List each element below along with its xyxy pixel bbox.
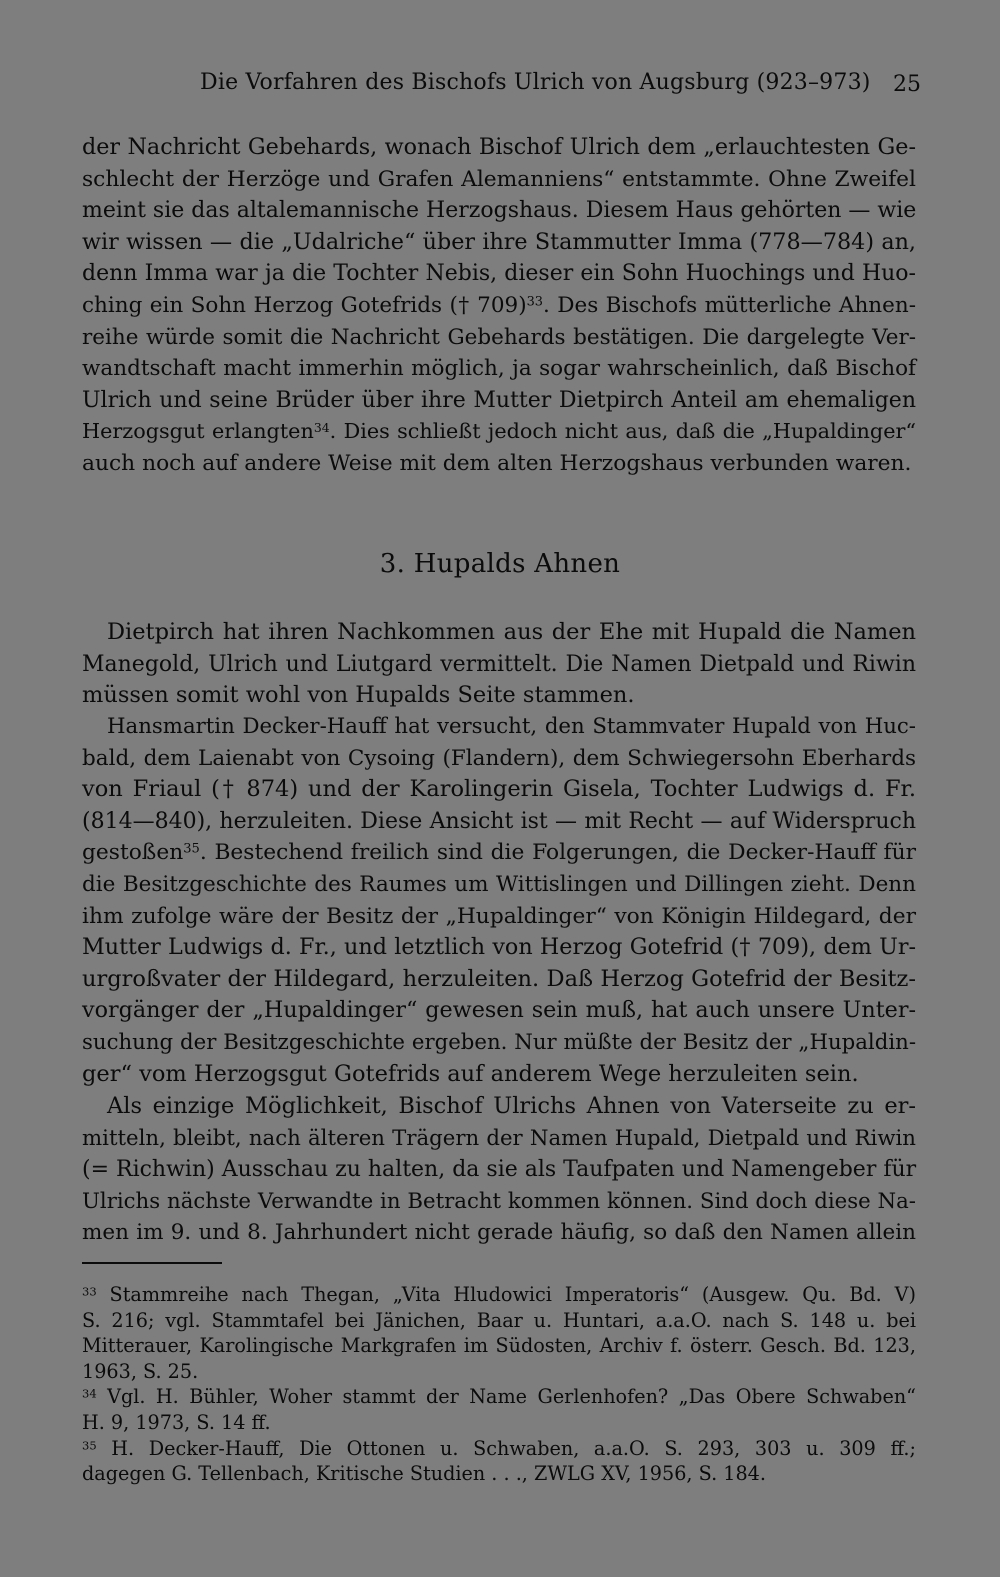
text-line: Als einzige Möglichkeit, Bischof Ulrichs Ahnen von Vaterseite zu er-: [107, 1093, 916, 1119]
footnote-33: [82, 1282, 916, 1308]
text-segment: . Bestechend freilich sind die Folgerungen, die Decker-Hauff für: [199, 840, 916, 866]
paragraph: [82, 617, 916, 712]
text-line: mitteln, bleibt, nach älteren Trägern der Namen Hupald, Dietpald und Riwin: [82, 1125, 916, 1151]
text-line: wandtschaft macht immerhin möglich, ja sogar wahrscheinlich, daß Bischof: [82, 356, 916, 382]
text-line: [82, 290, 916, 322]
text-line: Ulrichs nächste Verwandte in Betracht kommen können. Sind doch diese Na-: [82, 1188, 916, 1214]
footnote-divider: [82, 1262, 222, 1264]
footnote-35: [82, 1436, 916, 1462]
text-line: wir wissen — die „Udalriche“ über ihre Stammutter Imma (778—784) an,: [82, 228, 916, 255]
text-line: [82, 837, 916, 869]
text-line: ger“ vom Herzogsgut Gotefrids auf anderem Wege herzuleiten sein.: [82, 1060, 859, 1087]
section-heading: 3. Hupalds Ahnen: [379, 549, 621, 579]
paragraph: [82, 711, 916, 1090]
footnotes: [82, 1282, 916, 1487]
text-segment: gestoßen: [82, 840, 184, 866]
footnote-text: Vgl. H. Bühler, Woher stammt der Name Gerlenhofen? „Das Obere Schwaben“: [107, 1385, 916, 1409]
footnote-number: 33: [82, 1284, 97, 1299]
text-line: Manegold, Ulrich und Liutgard vermittelt. Die Namen Dietpald und Riwin: [82, 651, 916, 677]
text-line: der Nachricht Gebehards, wonach Bischof Ulrich dem „erlauchtesten Ge-: [82, 134, 916, 160]
footnote-line: S. 216; vgl. Stammtafel bei Jänichen, Baar u. Huntari, a.a.O. nach S. 148 u. bei: [82, 1308, 916, 1332]
page-number: 25: [893, 72, 921, 97]
text-line: vorgänger der „Hupaldinger“ gewesen sein muß, hat auch unsere Unter-: [82, 997, 916, 1024]
text-line: schlecht der Herzöge und Grafen Alemanniens“ entstammte. Ohne Zweifel: [82, 166, 916, 192]
text-line: [82, 416, 916, 448]
text-line: müssen somit wohl von Hupalds Seite stammen.: [82, 682, 635, 709]
footnote-line: 1963, S. 25.: [82, 1359, 199, 1383]
text-line: (814—840), herzuleiten. Diese Ansicht ist — mit Recht — auf Widerspruch: [82, 808, 916, 834]
footnote-ref-33[interactable]: 33: [526, 294, 544, 310]
footnote-line: dagegen G. Tellenbach, Kritische Studien . . ., ZWLG XV, 1956, S. 184.: [82, 1462, 766, 1486]
footnote-number: 34: [82, 1386, 97, 1401]
footnote-ref-34[interactable]: 34: [313, 420, 330, 436]
text-line: ihm zufolge wäre der Besitz der „Hupaldinger“ von Königin Hildegard, der: [82, 903, 916, 929]
text-line: auch noch auf andere Weise mit dem alten Herzogshaus verbunden waren.: [82, 450, 912, 476]
text-segment: . Dies schließt jedoch nicht aus, daß die „Hupaldinger“: [329, 419, 916, 444]
footnote-34: [82, 1384, 916, 1410]
running-head: Die Vorfahren des Bischofs Ulrich von Augsburg (923–973): [200, 70, 871, 95]
text-line: meint sie das altalemannische Herzogshaus. Diesem Haus gehörten — wie: [82, 198, 917, 224]
footnote-number: 35: [82, 1437, 97, 1452]
text-line: von Friaul († 874) und der Karolingerin Gisela, Tochter Ludwigs d. Fr.: [82, 776, 916, 803]
footnote-ref-35[interactable]: 35: [183, 841, 200, 857]
footnote-text: H. Decker-Hauff, Die Ottonen u. Schwaben, a.a.O. S. 293, 303 u. 309 ff.;: [111, 1436, 916, 1460]
text-segment: ching ein Sohn Herzog Gotefrids († 709): [82, 292, 527, 318]
text-line: Mutter Ludwigs d. Fr., und letztlich von Herzog Gotefrid († 709), dem Ur-: [82, 934, 916, 961]
text-line: Hansmartin Decker-Hauff hat versucht, den Stammvater Hupald von Huc-: [107, 714, 916, 739]
text-line: urgroßvater der Hildegard, herzuleiten. Daß Herzog Gotefrid der Besitz-: [82, 965, 916, 992]
text-line: bald, dem Laienabt von Cysoing (Flandern), dem Schwiegersohn Eberhards: [82, 745, 916, 771]
text-line: men im 9. und 8. Jahrhundert nicht gerade häufig, so daß den Namen allein: [82, 1220, 916, 1246]
text-line: reihe würde somit die Nachricht Gebehards bestätigen. Die dargelegte Ver-: [82, 324, 916, 350]
text-segment: . Des Bischofs mütterliche Ahnen-: [543, 292, 916, 318]
text-line: denn Imma war ja die Tochter Nebis, dieser ein Sohn Huochings und Huo-: [82, 261, 916, 287]
footnote-line: Mitterauer, Karolingische Markgrafen im Südosten, Archiv f. österr. Gesch. Bd. 123,: [82, 1334, 916, 1358]
text-line: Dietpirch hat ihren Nachkommen aus der Ehe mit Hupald die Namen: [107, 619, 916, 645]
text-line: suchung der Besitzgeschichte ergeben. Nur müßte der Besitz der „Hupaldin-: [82, 1029, 916, 1055]
text-line: (= Richwin) Ausschau zu halten, da sie als Taufpaten und Namengeber für: [82, 1157, 917, 1183]
text-line: die Besitzgeschichte des Raumes um Wittislingen und Dillingen zieht. Denn: [82, 871, 916, 897]
paragraph-continued: [82, 132, 916, 480]
footnote-line: H. 9, 1973, S. 14 ff.: [82, 1410, 271, 1434]
footnote-text: Stammreihe nach Thegan, „Vita Hludowici Imperatoris“ (Ausgew. Qu. Bd. V): [109, 1283, 916, 1306]
text-line: Ulrich und seine Brüder über ihre Mutter Dietpirch Anteil am ehemaligen: [82, 387, 916, 413]
paragraph: [82, 1091, 916, 1249]
text-segment: Herzogsgut erlangten: [82, 419, 314, 444]
